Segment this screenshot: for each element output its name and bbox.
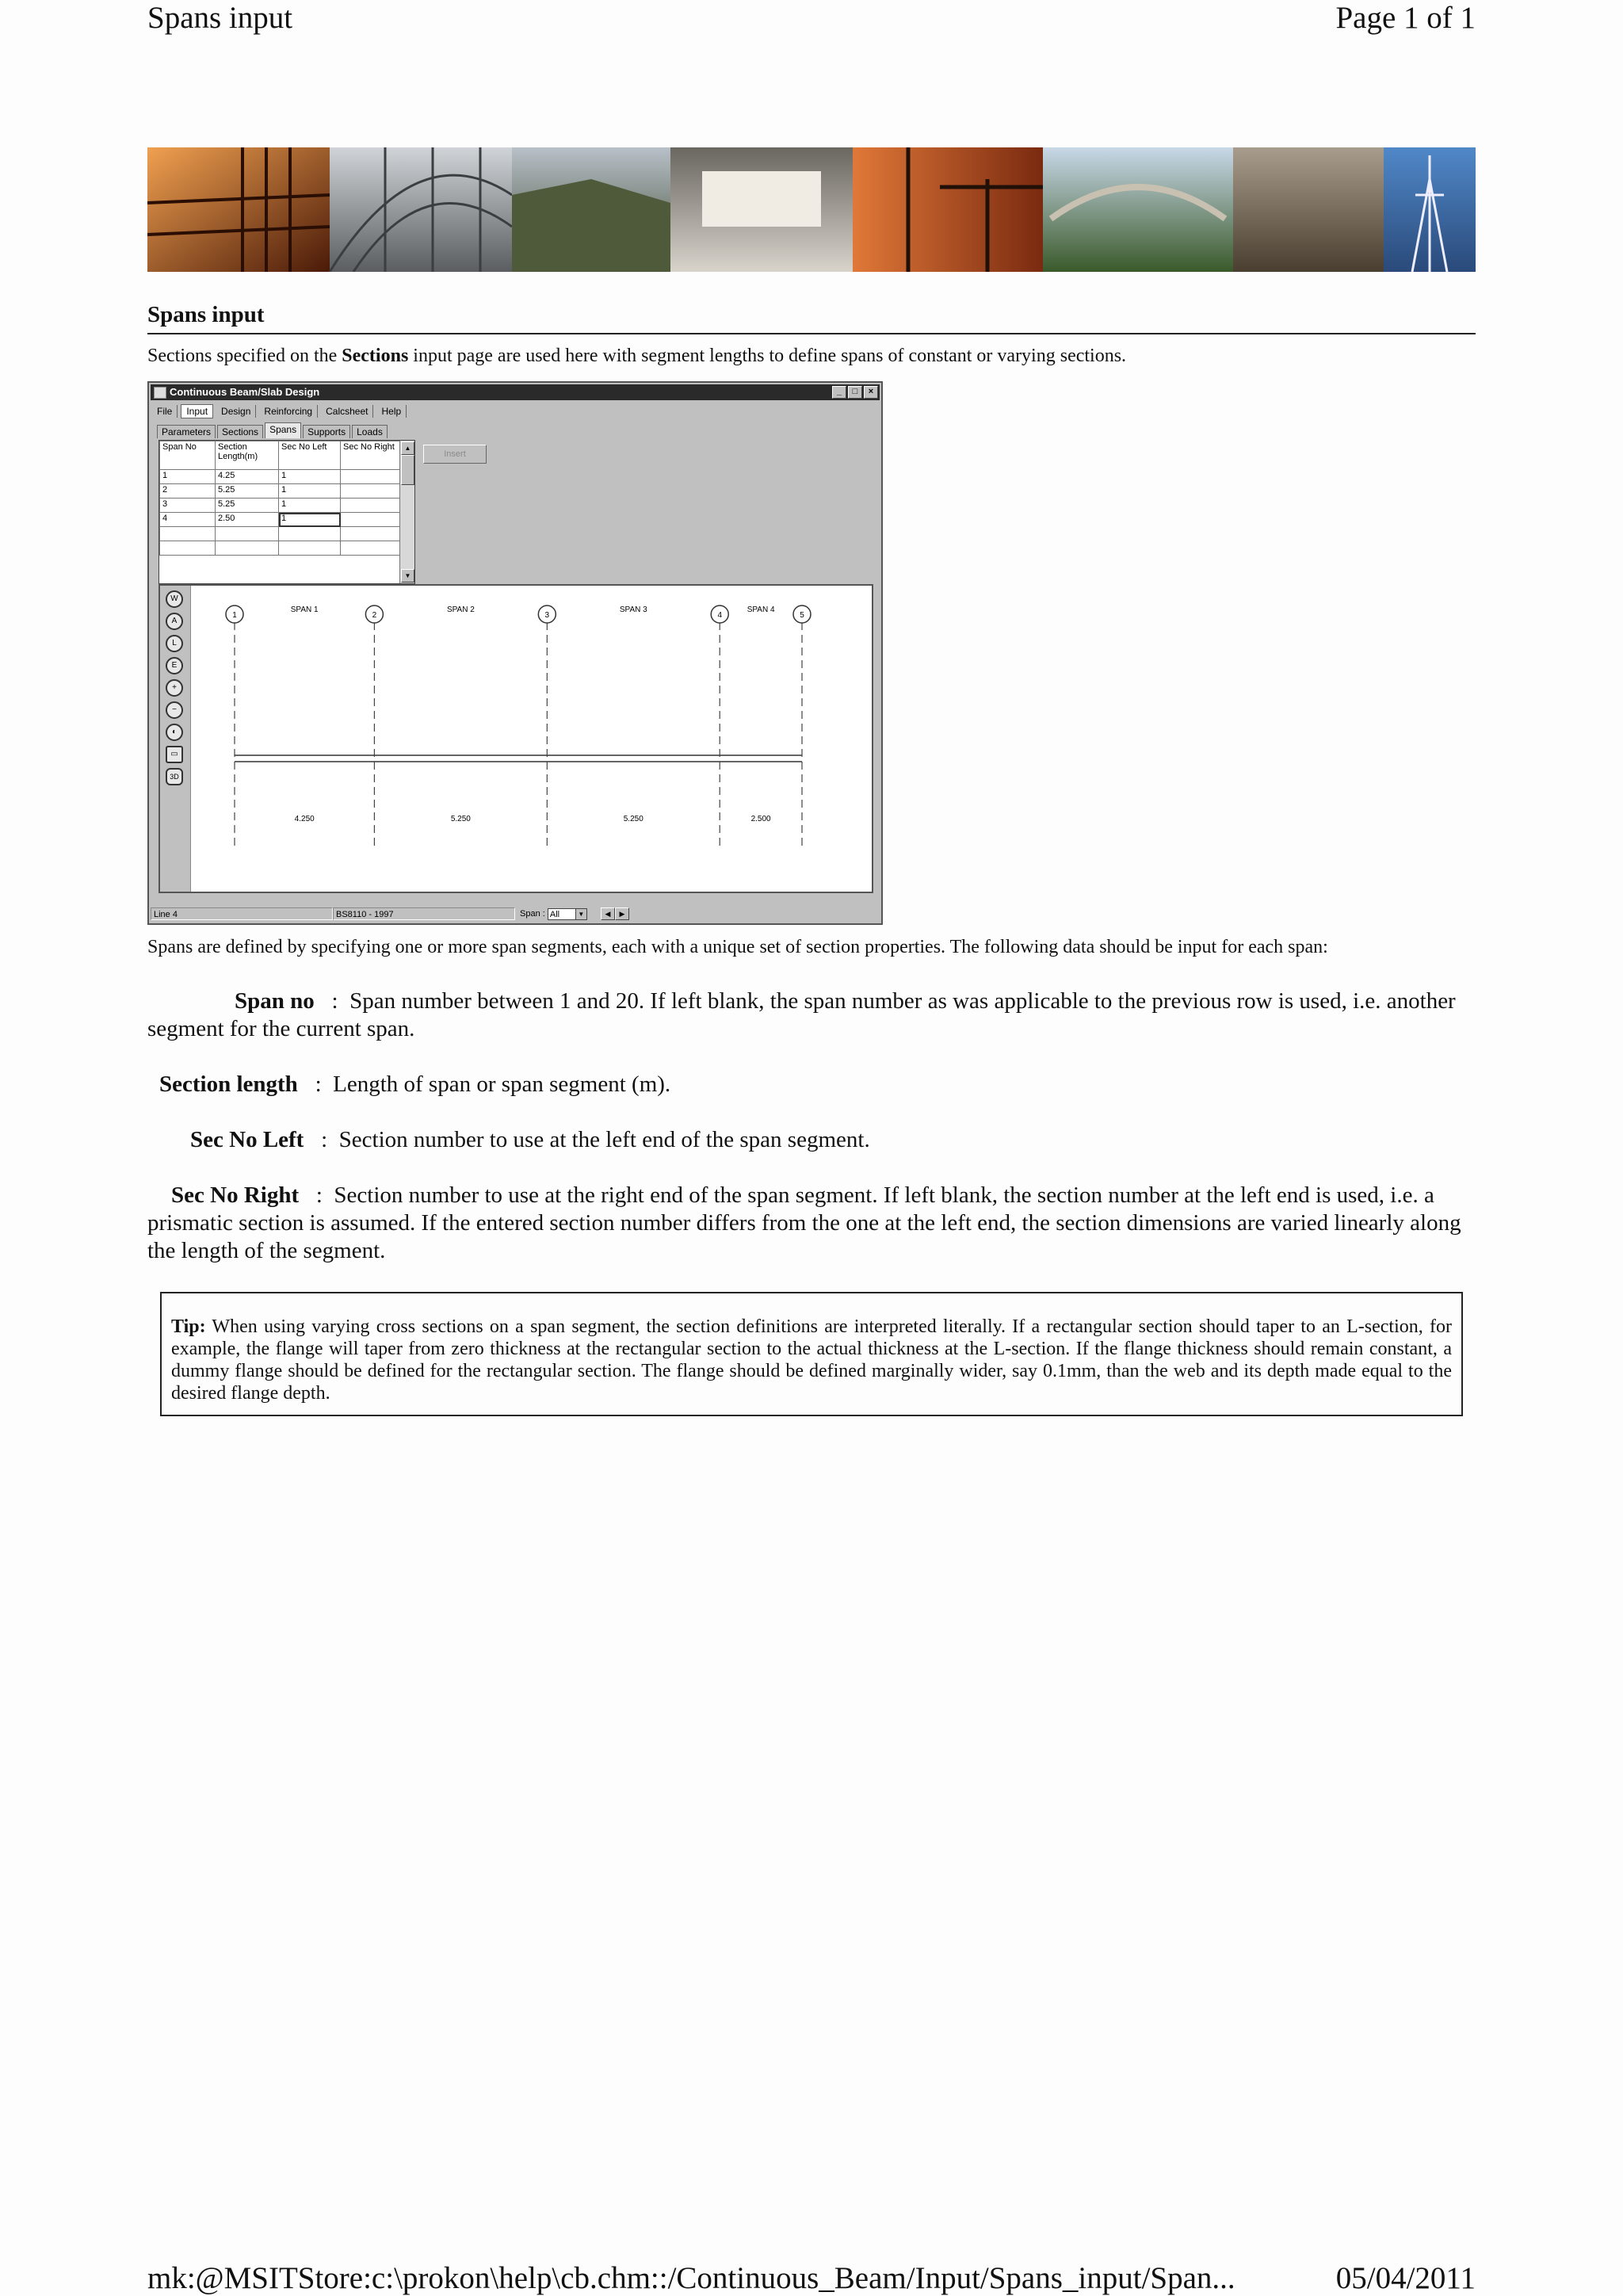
insert-button[interactable]: Insert <box>423 445 487 464</box>
status-span-control <box>515 907 674 920</box>
status-bar <box>151 906 880 922</box>
chevron-down-icon[interactable]: ▼ <box>575 909 586 919</box>
zoom-in-icon[interactable]: + <box>166 679 183 697</box>
cell-selected[interactable]: 1 <box>279 513 341 527</box>
span-dimension: 5.250 <box>450 815 471 823</box>
close-button[interactable]: × <box>864 386 878 399</box>
next-span-icon[interactable]: ▶ <box>615 907 629 920</box>
span-select-label: Span : <box>520 909 545 919</box>
menu-design[interactable]: Design <box>216 405 256 418</box>
section-heading: Spans input <box>147 302 1476 334</box>
definition-text: Length of span or span segment (m). <box>333 1072 671 1097</box>
col-header-sec-no-left[interactable]: Sec No Left <box>279 441 341 470</box>
menu-calcsheet[interactable]: Calcsheet <box>321 405 373 418</box>
support-label: 2 <box>372 611 377 620</box>
page-title: Spans input <box>147 1 293 35</box>
cell[interactable]: 1 <box>279 470 341 484</box>
tip-label: Tip: <box>171 1316 206 1337</box>
tool-a-icon[interactable]: A <box>166 613 183 630</box>
cell[interactable] <box>216 527 279 541</box>
tool-l-icon[interactable]: L <box>166 635 183 652</box>
page-header <box>147 0 1476 38</box>
support-label: 5 <box>800 611 804 620</box>
footer-path: mk:@MSITStore:c:\prokon\help\cb.chm::/Continuous_Beam/Input/Spans_input/Span... <box>147 2261 1235 2295</box>
definition-text: Section number to use at the left end of the span segment. <box>338 1127 870 1152</box>
tab-loads[interactable]: Loads <box>352 425 388 438</box>
tool-w-icon[interactable]: W <box>166 590 183 608</box>
page-footer <box>147 2260 1476 2295</box>
intro-paragraph <box>147 346 1476 367</box>
menu-bar <box>152 403 878 419</box>
app-icon <box>154 387 166 399</box>
beam-elevation <box>190 586 872 892</box>
cell[interactable] <box>341 499 403 513</box>
support-label: 4 <box>717 611 723 620</box>
banner-image <box>147 147 1476 272</box>
cell[interactable] <box>341 513 403 527</box>
table-row <box>160 513 403 527</box>
span-select[interactable] <box>548 908 587 920</box>
span-dimension: 4.250 <box>294 815 315 823</box>
grid-scrollbar[interactable] <box>399 441 414 583</box>
support-label: 3 <box>544 611 550 620</box>
cell[interactable]: 5.25 <box>216 484 279 499</box>
cell[interactable]: 3 <box>160 499 216 513</box>
span-select-value: All <box>549 909 560 919</box>
page-indicator: Page 1 of 1 <box>1335 1 1476 35</box>
scroll-up-icon[interactable]: ▲ <box>401 441 414 455</box>
term-section-length: Section length <box>159 1072 298 1097</box>
table-row-empty <box>160 541 403 556</box>
table-row <box>160 470 403 484</box>
tab-parameters[interactable]: Parameters <box>157 425 216 438</box>
definition-sec-no-right: Sec No Right : Section number to use at the right end of the span segment. If left blank, the section number at the left end is used, i.e. a prismatic section is assumed. If the entered section number differs from the one at the left end, the section dimensions are varied linearly along the length of the segment. <box>147 1182 1461 1263</box>
app-titlebar <box>151 384 880 400</box>
beam-diagram <box>158 584 873 893</box>
col-header-section-length[interactable]: Section Length(m) <box>216 441 279 470</box>
view-toolstrip <box>160 586 191 892</box>
intro-text-before: Sections specified on the <box>147 346 342 366</box>
cell[interactable] <box>160 527 216 541</box>
cell[interactable]: 1 <box>160 470 216 484</box>
spans-grid <box>158 440 415 584</box>
definition-span-no: Span no : Span number between 1 and 20. If left blank, the span number as was applicable to the previous row is used, i.e. another segment for the current span. <box>147 988 1456 1041</box>
app-title: Continuous Beam/Slab Design <box>170 386 320 398</box>
tip-box <box>160 1292 1463 1416</box>
definition-sec-no-left: Sec No Left : Section number to use at the left end of the span segment. <box>190 1127 870 1152</box>
col-header-span-no[interactable]: Span No <box>160 441 216 470</box>
cell[interactable]: 5.25 <box>216 499 279 513</box>
cell[interactable]: 1 <box>279 484 341 499</box>
input-subtabs <box>157 422 388 438</box>
span-dimension: 5.250 <box>623 815 643 823</box>
definitions-list <box>147 988 1476 1293</box>
intro-bold-sections: Sections <box>342 346 409 366</box>
minimize-button[interactable]: _ <box>832 386 846 399</box>
span-label: SPAN 4 <box>747 606 775 614</box>
cell[interactable]: 4 <box>160 513 216 527</box>
cell[interactable]: 1 <box>279 499 341 513</box>
prev-span-icon[interactable]: ◀ <box>601 907 615 920</box>
table-row <box>160 499 403 513</box>
tool-e-icon[interactable]: E <box>166 657 183 674</box>
table-row-empty <box>160 527 403 541</box>
cell[interactable]: 4.25 <box>216 470 279 484</box>
cell[interactable]: 2.50 <box>216 513 279 527</box>
print-icon[interactable]: ▭ <box>166 746 183 763</box>
table-header-row <box>160 441 403 470</box>
cell[interactable] <box>160 541 216 556</box>
view-3d-icon[interactable]: 3D <box>166 768 183 785</box>
window-controls <box>832 386 878 399</box>
status-code: BS8110 - 1997 <box>333 907 515 920</box>
rotate-icon[interactable]: ◐ <box>166 724 183 741</box>
definition-text: Span number between 1 and 20. If left blank, the span number as was applicable to the previous row is used, i.e. another segment for the current span. <box>147 988 1456 1041</box>
span-label: SPAN 3 <box>619 606 647 614</box>
menu-input[interactable]: Input <box>181 404 213 418</box>
definition-text: Section number to use at the right end of the span segment. If left blank, the section number at the left end is used, i.e. a prismatic section is assumed. If the entered section number differs from the one at the left end, the section dimensions are varied linearly along the length of the segment. <box>147 1182 1461 1263</box>
app-window <box>147 381 883 925</box>
scroll-thumb[interactable] <box>401 455 414 485</box>
tab-sections[interactable]: Sections <box>217 425 263 438</box>
cell[interactable] <box>216 541 279 556</box>
cell[interactable] <box>341 484 403 499</box>
cell[interactable] <box>341 527 403 541</box>
zoom-out-icon[interactable]: − <box>166 701 183 719</box>
span-label: SPAN 2 <box>446 606 475 614</box>
term-sec-no-left: Sec No Left <box>190 1127 304 1152</box>
menu-reinforcing[interactable]: Reinforcing <box>259 405 318 418</box>
status-line: Line 4 <box>151 907 333 920</box>
col-header-sec-no-right[interactable]: Sec No Right <box>341 441 403 470</box>
tab-supports[interactable]: Supports <box>303 425 350 438</box>
cell[interactable] <box>341 541 403 556</box>
banner-collage <box>147 147 1476 272</box>
term-span-no: Span no <box>235 988 315 1014</box>
maximize-button[interactable]: □ <box>848 386 862 399</box>
footer-date: 05/04/2011 <box>1335 2261 1476 2295</box>
term-sec-no-right: Sec No Right <box>171 1182 300 1208</box>
span-label: SPAN 1 <box>290 606 319 614</box>
cell[interactable] <box>279 541 341 556</box>
intro-text-after: input page are used here with segment lengths to define spans of constant or varying sections. <box>408 346 1127 366</box>
table-row <box>160 484 403 499</box>
tip-text: When using varying cross sections on a span segment, the section definitions are interpreted literally. If a rectangular section should taper to an L-section, for example, the flange will taper from zero thickness at the rectangular section to the actual thickness at the L-section. If the flange thickness should remain constant, a dummy flange should be defined for the rectangular section. The flange should be defined marginally wider, say 0.1mm, than the web and its depth made equal to the desired flange depth. <box>171 1316 1452 1404</box>
tab-spans[interactable]: Spans <box>265 422 301 438</box>
definition-section-length: Section length : Length of span or span segment (m). <box>159 1072 671 1097</box>
cell[interactable] <box>341 470 403 484</box>
spans-paragraph: Spans are defined by specifying one or more span segments, each with a unique set of section properties. The following data should be input for each span: <box>147 937 1328 957</box>
spans-table <box>159 441 403 556</box>
cell[interactable] <box>279 527 341 541</box>
span-dimension: 2.500 <box>750 815 771 823</box>
menu-file[interactable]: File <box>152 405 178 418</box>
cell[interactable]: 2 <box>160 484 216 499</box>
support-label: 1 <box>232 611 237 620</box>
menu-help[interactable]: Help <box>376 405 407 418</box>
scroll-down-icon[interactable]: ▼ <box>401 569 414 583</box>
